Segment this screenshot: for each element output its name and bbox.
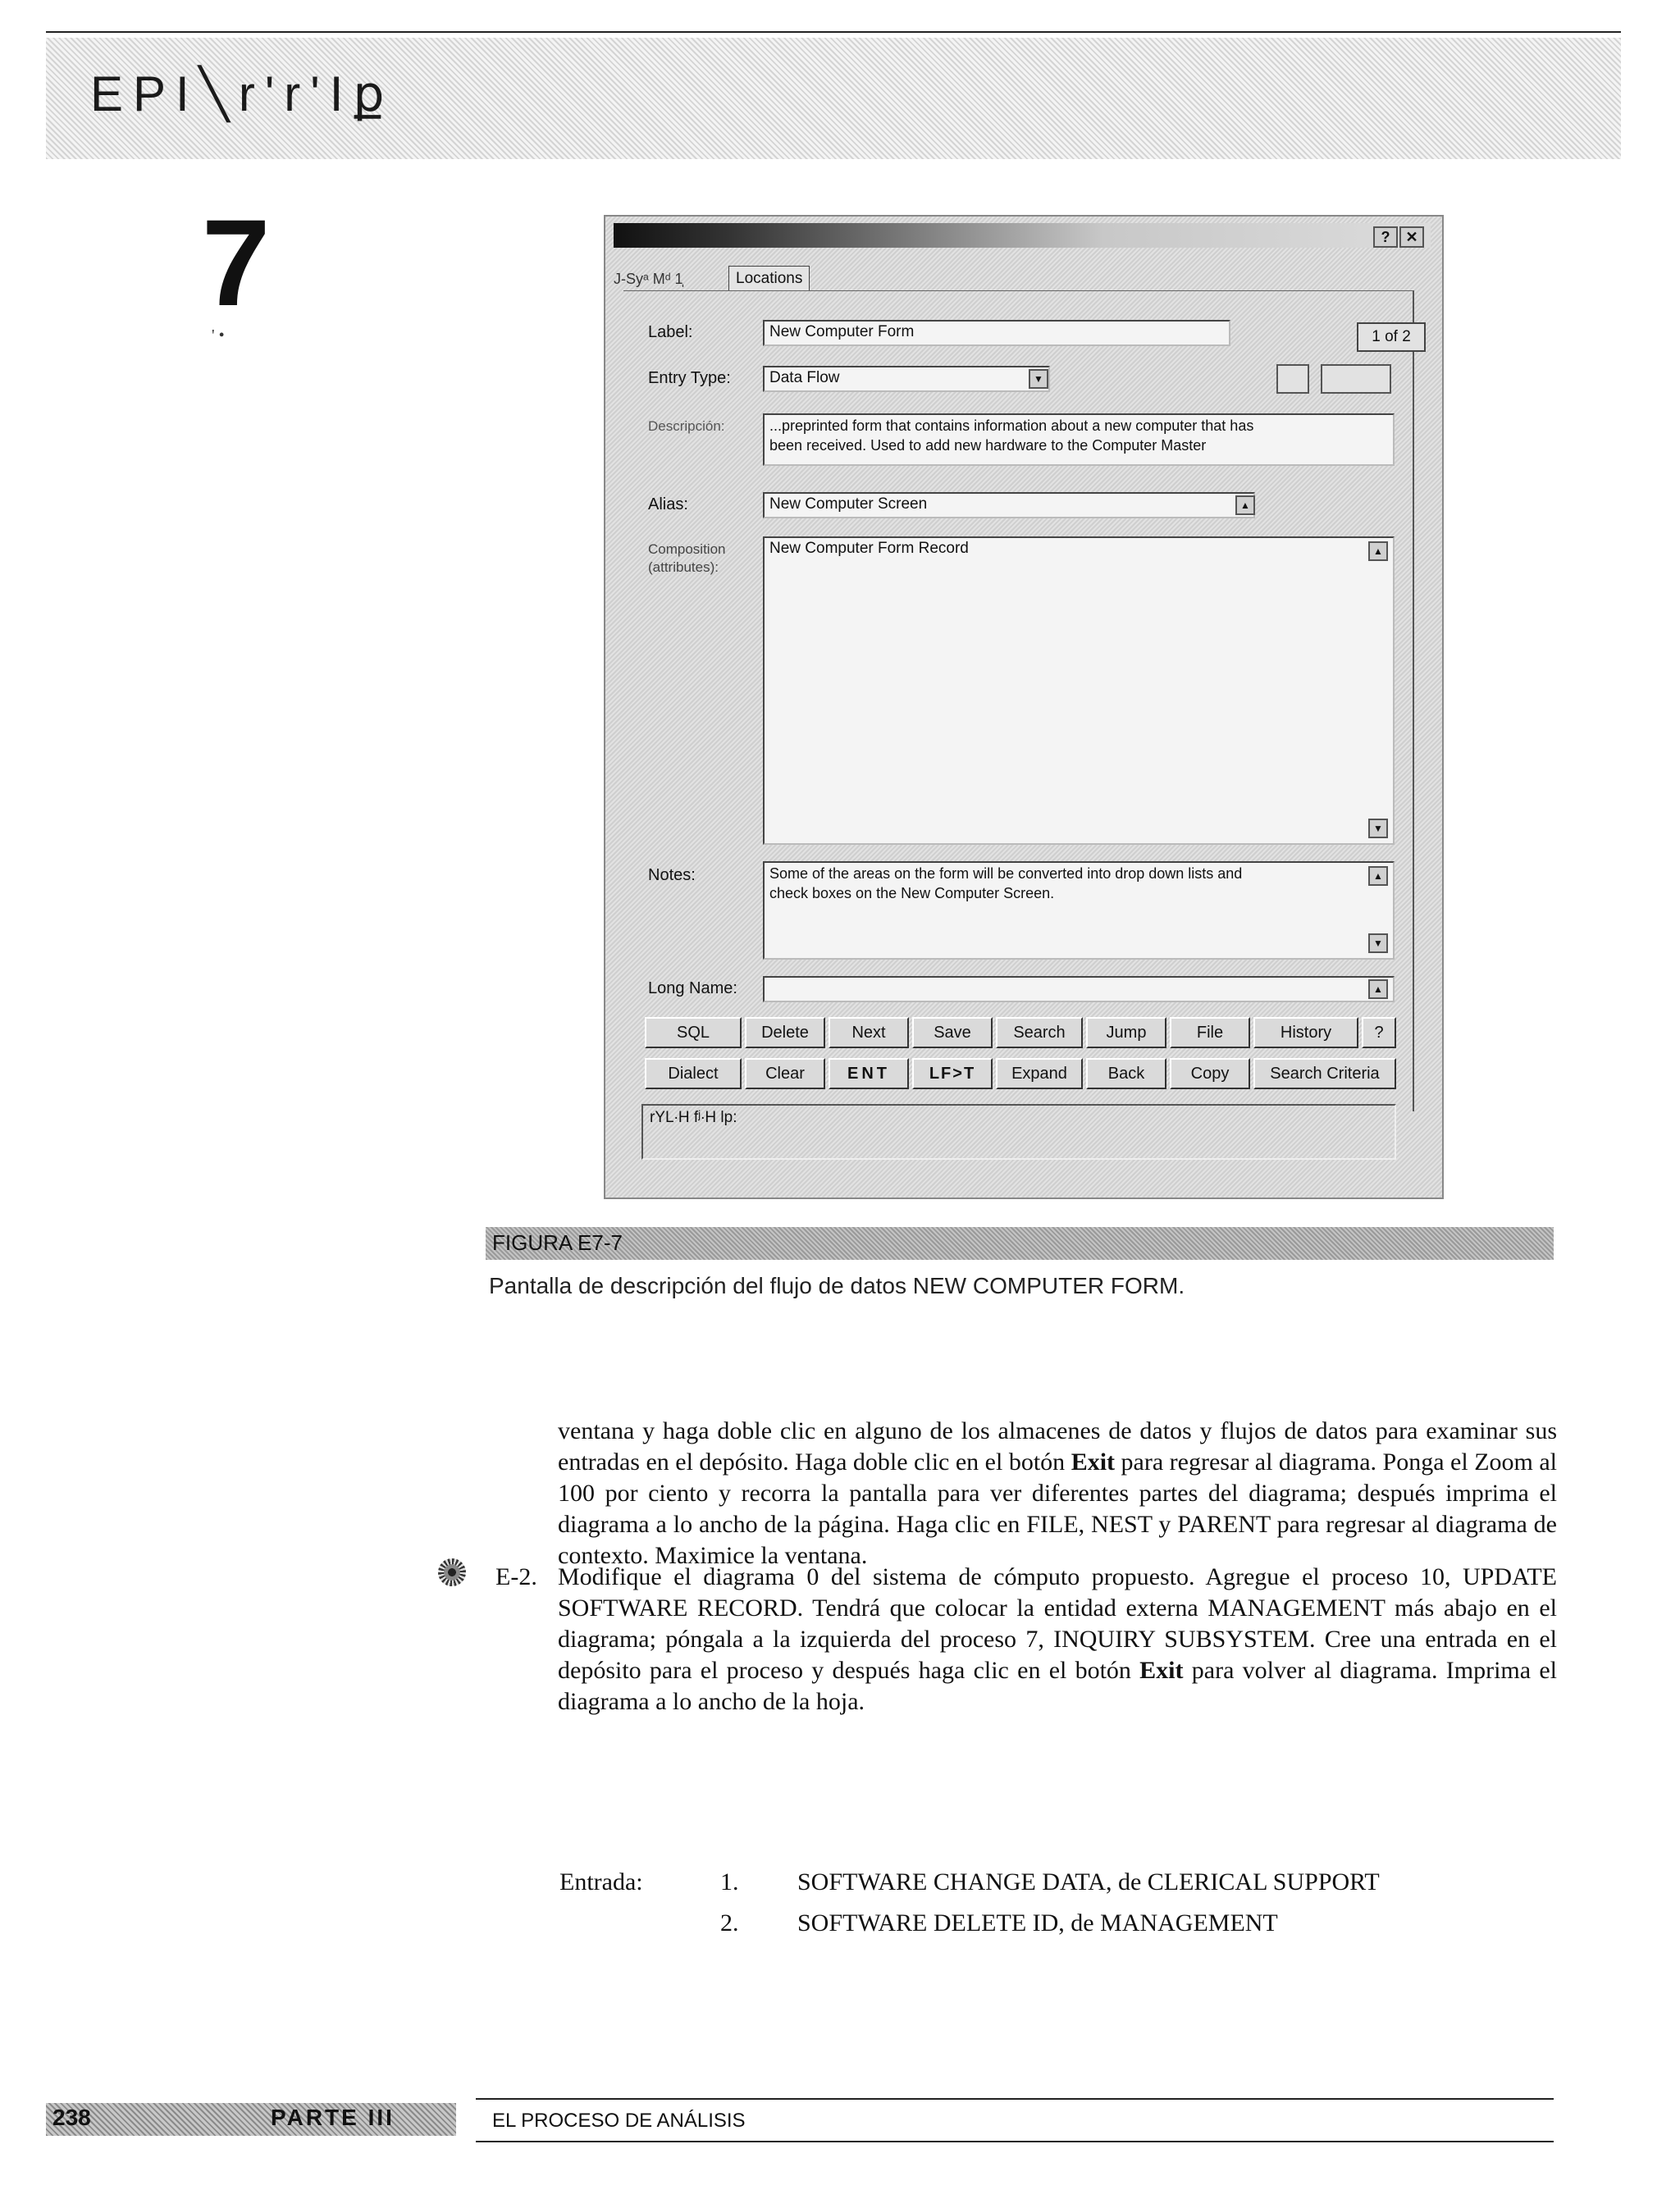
- left-button[interactable]: LF>T: [912, 1058, 993, 1089]
- description-caption: Descripción:: [648, 418, 725, 434]
- input-number: 1.: [720, 1868, 739, 1896]
- help-button[interactable]: ?: [1373, 226, 1398, 248]
- entry-type-caption: Entry Type:: [648, 369, 731, 387]
- notes-caption: Notes:: [648, 866, 696, 884]
- part-label: PARTE III: [271, 2105, 395, 2130]
- scroll-up-icon[interactable]: ▲: [1235, 495, 1255, 515]
- jump-button[interactable]: Jump: [1086, 1017, 1166, 1048]
- tab-locations[interactable]: Locations: [728, 266, 810, 291]
- chevron-down-icon[interactable]: ▼: [1029, 369, 1048, 389]
- composition-textarea[interactable]: New Computer Form Record: [763, 536, 1395, 845]
- ent-button[interactable]: ENT: [829, 1058, 909, 1089]
- page-indicator: 1 of 2: [1357, 322, 1426, 352]
- exit-keyword: Exit: [1139, 1657, 1184, 1684]
- paragraph-text: Modifique el diagrama 0 del sistema de cómputo propuesto. Agregue el proceso 10, UPDATE SOFTWARE RECORD. Tendrá que colocar la entidad externa MANAGEMENT más abajo en el diagrama; póngala a la izquierda del proceso 7, INQUIRY SUBSYSTEM. Cree una entrada en el depósito para el proceso y después haga clic en el botón: [558, 1563, 1557, 1684]
- paragraph-text: para regresar al diagrama. Ponga el Zoom al 100 por ciento y recorra la pantalla para ver diferentes partes del diagrama; después imprima el diagrama a lo ancho de la página. Haga clic en FILE, NEST y PARENT para regresar al diagrama de contexto. Maximice la ventana.: [558, 1448, 1558, 1569]
- exercise-disc-icon: [438, 1558, 466, 1586]
- input-number: 2.: [720, 1909, 739, 1937]
- clear-button[interactable]: Clear: [745, 1058, 825, 1089]
- paragraph-text: ventana y haga doble clic en alguno de los almacenes de datos y flujos de datos para examinar sus entradas en el depósito. Haga doble clic en el botón: [558, 1417, 1557, 1476]
- scroll-down-icon[interactable]: ▼: [1368, 819, 1388, 838]
- data-flow-dialog: [604, 215, 1444, 1199]
- back-button[interactable]: Back: [1086, 1058, 1166, 1089]
- long-name-caption: Long Name:: [648, 979, 737, 997]
- figure-label: FIGURA E7-7: [492, 1230, 623, 1255]
- composition-caption-2: (attributes):: [648, 559, 719, 575]
- help-question-button[interactable]: ?: [1362, 1017, 1396, 1048]
- status-line: rYL∙H fʲ∙H lp:: [641, 1104, 1396, 1160]
- notes-line-1: Some of the areas on the form will be converted into drop down lists and: [769, 865, 1243, 882]
- exercise-label: E-2.: [495, 1563, 537, 1590]
- chapter-mark: ' •: [212, 326, 225, 344]
- search-criteria-button[interactable]: Search Criteria: [1253, 1058, 1396, 1089]
- alias-field[interactable]: New Computer Screen: [763, 492, 1255, 518]
- paragraph-continued: [558, 1416, 1557, 1572]
- close-button[interactable]: ✕: [1399, 226, 1424, 248]
- entry-type-aux-box[interactable]: [1276, 364, 1309, 394]
- search-button[interactable]: Search: [996, 1017, 1083, 1048]
- history-button[interactable]: History: [1253, 1017, 1358, 1048]
- input-label: Entrada:: [559, 1868, 643, 1896]
- notes-line-2: check boxes on the New Computer Screen.: [769, 885, 1055, 901]
- delete-button[interactable]: Delete: [745, 1017, 825, 1048]
- page-number: 238: [52, 2105, 91, 2130]
- tab-faded-labels[interactable]: J-Syᵃ Mᵈ 1̩: [614, 271, 683, 287]
- entry-type-select[interactable]: Data Flow: [763, 366, 1050, 392]
- scroll-down-icon[interactable]: ▼: [1368, 933, 1388, 953]
- description-line-2: been received. Used to add new hardware to the Computer Master: [769, 437, 1207, 454]
- chapter-header-title: EPI╲r'r'Iք: [90, 66, 395, 121]
- running-footer: EL PROCESO DE ANÁLISIS: [492, 2110, 746, 2132]
- input-item: SOFTWARE DELETE ID, de MANAGEMENT: [797, 1909, 1278, 1937]
- alias-caption: Alias:: [648, 495, 688, 513]
- scroll-up-icon[interactable]: ▲: [1368, 979, 1388, 999]
- exercise-e2-text: [558, 1562, 1557, 1718]
- exit-keyword: Exit: [1071, 1448, 1116, 1476]
- scroll-up-icon[interactable]: ▲: [1368, 541, 1388, 561]
- save-button[interactable]: Save: [912, 1017, 993, 1048]
- file-button[interactable]: File: [1170, 1017, 1250, 1048]
- long-name-field[interactable]: [763, 976, 1395, 1002]
- label-caption: Label:: [648, 323, 693, 341]
- label-field[interactable]: New Computer Form: [763, 320, 1230, 346]
- dialog-titlebar: [614, 223, 1431, 248]
- footer-band: [46, 2103, 456, 2136]
- scroll-up-icon[interactable]: ▲: [1368, 866, 1388, 886]
- expand-button[interactable]: Expand: [996, 1058, 1083, 1089]
- figure-label-bar: [486, 1227, 1554, 1260]
- footer-bottom-rule: [476, 2141, 1554, 2142]
- notes-textarea[interactable]: [763, 861, 1395, 960]
- sql-button[interactable]: SQL: [645, 1017, 742, 1048]
- entry-type-aux-box-2[interactable]: [1321, 364, 1391, 394]
- description-textarea[interactable]: [763, 413, 1395, 466]
- footer-top-rule: [476, 2098, 1554, 2100]
- paragraph-text: para volver al diagrama. Imprima el diagrama a lo ancho de la hoja.: [558, 1657, 1557, 1715]
- copy-button[interactable]: Copy: [1170, 1058, 1250, 1089]
- description-line-1: ...preprinted form that contains information about a new computer that has: [769, 417, 1254, 434]
- figure-caption: Pantalla de descripción del flujo de datos NEW COMPUTER FORM.: [489, 1273, 1185, 1298]
- dialect-button[interactable]: Dialect: [645, 1058, 742, 1089]
- header-top-rule: [46, 31, 1621, 33]
- next-button[interactable]: Next: [829, 1017, 909, 1048]
- input-item: SOFTWARE CHANGE DATA, de CLERICAL SUPPORT: [797, 1868, 1380, 1896]
- chapter-number: 7: [202, 194, 271, 331]
- composition-caption: Composition: [648, 541, 726, 557]
